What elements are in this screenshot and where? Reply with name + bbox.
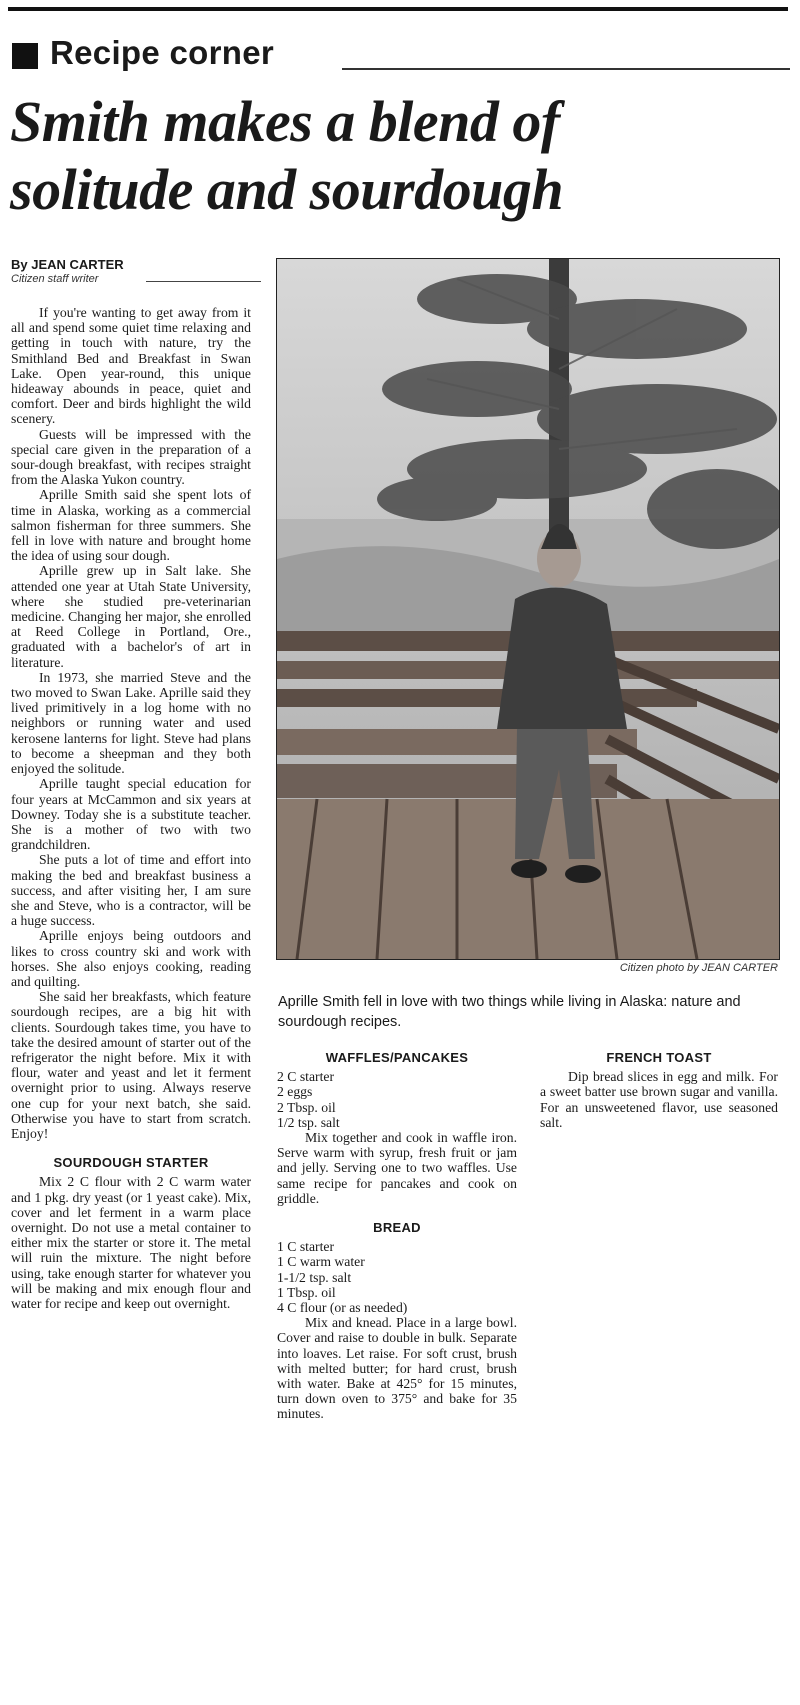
recipe-title-bread: BREAD <box>373 1220 421 1236</box>
article-paragraph: Aprille grew up in Salt lake. She attended one year at Utah State University, where she studied pre-veterinarian medicine. Changing her major, she enrolled at Reed College in Portland, Ore., graduated with a bachelor's of art in literature. <box>11 563 251 670</box>
headline-line-2: solitude and sourdough <box>10 157 564 222</box>
article-paragraph: She puts a lot of time and effort into making the bed and breakfast business a success, and after visiting her, I am sure she and Steve, who is a contractor, will be a huge success. <box>11 852 251 929</box>
recipe-title-waffles: WAFFLES/PANCAKES <box>325 1050 469 1065</box>
photo-caption: Aprille Smith fell in love with two things while living in Alaska: nature and sourdough recipes. <box>278 994 741 1030</box>
recipe-column-2 <box>277 1050 517 1422</box>
ingredient-item: 2 Tbsp. oil <box>277 1099 336 1115</box>
ingredient-item: 1/2 tsp. salt <box>277 1114 340 1130</box>
ingredient-item: 2 C starter <box>277 1069 335 1085</box>
recipe-title-starter: SOURDOUGH STARTER <box>53 1155 209 1171</box>
top-rule <box>8 7 788 11</box>
section-marker <box>12 43 38 69</box>
ingredient-item: 1-1/2 tsp. salt <box>277 1269 352 1285</box>
ingredient-item: 1 C starter <box>277 1239 335 1255</box>
byline-author: By JEAN CARTER <box>11 257 124 272</box>
article-paragraph: In 1973, she married Steve and the two moved to Swan Lake. Aprille said they lived primitively in a log home with no neighbors or running water and used kerosene lanterns for light. Steve had plans to become a sheepman and they both enjoyed the solitude. <box>11 669 251 777</box>
article-paragraph: Aprille taught special education for four years at McCammon and six years at Downey. Today she is a substitute teacher. She is a mother of two with two grandchildren. <box>11 776 251 853</box>
article-paragraph: If you're wanting to get away from it all and spend some quiet time relaxing and getting in touch with nature, try the Smithland Bed and Breakfast in Swan Lake. Open year-round, this unique hideaway abounds in peace, quiet and comfort. Deer and birds highlight the wild scenery. <box>11 305 251 427</box>
recipe-directions-waffles: Mix together and cook in waffle iron. Serve warm with syrup, fresh fruit or jam and jelly. Serving one to two waffles. Use same recipe for pancakes and cook on griddle. <box>277 1130 517 1206</box>
article-photo <box>276 258 780 960</box>
section-title: Recipe corner <box>50 34 274 71</box>
ingredient-item: 1 Tbsp. oil <box>277 1284 336 1300</box>
byline <box>11 257 251 285</box>
recipe-directions-bread: Mix and knead. Place in a large bowl. Cover and raise to double in bulk. Separate into loaves. Let raise. For soft crust, brush with melted butter; for hard crust, brush with water. Bake at 425° for 15 minutes, turn down oven to 375° and bake for 35 minutes. <box>277 1315 517 1422</box>
ingredient-item: 4 C flour (or as needed) <box>277 1300 408 1316</box>
section-rule <box>342 68 790 70</box>
headline <box>10 88 790 224</box>
headline-line-1: Smith makes a blend of <box>10 89 560 154</box>
recipe-column-3 <box>540 1050 778 1130</box>
recipe-directions-starter: Mix 2 C flour with 2 C warm water and 1 pkg. dry yeast (or 1 yeast cake). Mix, cover and let ferment in a warm place overnight. Do not use a metal container to either mix the starter or store it. The metal will ruin the mixture. The night before using, take enough starter for whatever you will be making and mix enough flour and water for recipe and keep out overnight. <box>11 1174 251 1311</box>
byline-rule <box>146 281 261 282</box>
article-column-1 <box>11 305 251 1311</box>
photo-credit: Citizen photo by JEAN CARTER <box>619 962 778 974</box>
article-paragraph: Aprille enjoys being outdoors and likes to cross country ski and work with horses. She also enjoys cooking, reading and quilting. <box>11 928 251 989</box>
article-paragraph: She said her breakfasts, which feature sourdough recipes, are a big hit with clients. Sourdough takes time, you have to take the desired amount of starter out of the refrigerator the night before. Mix it with flour, water and yeast and let it ferment overnight prior to using. Always reserve one cup for your next batch, she said. Otherwise you have to start from scratch. Enjoy! <box>11 989 251 1141</box>
recipe-directions-french-toast: Dip bread slices in egg and milk. For a sweet batter use brown sugar and vanilla. For an unsweetened flavor, use seasoned salt. <box>540 1069 778 1130</box>
ingredient-item: 1 C warm water <box>277 1254 365 1270</box>
section-header <box>12 34 790 74</box>
ingredient-list-waffles <box>277 1069 517 1130</box>
photo-illustration <box>277 259 779 959</box>
byline-role: Citizen staff writer <box>11 273 99 285</box>
article-paragraph: Guests will be impressed with the special care given in the preparation of a sour-dough breakfast, with recipes straight from the Alaska Yukon country. <box>11 426 251 488</box>
ingredient-list-bread <box>277 1239 517 1315</box>
article-paragraph: Aprille Smith said she spent lots of time in Alaska, working as a commercial salmon fisherman for three summers. She fell in love with nature and brought home the idea of using sour dough. <box>11 487 251 564</box>
ingredient-item: 2 eggs <box>277 1084 313 1100</box>
recipe-title-french-toast: FRENCH TOAST <box>606 1050 712 1065</box>
